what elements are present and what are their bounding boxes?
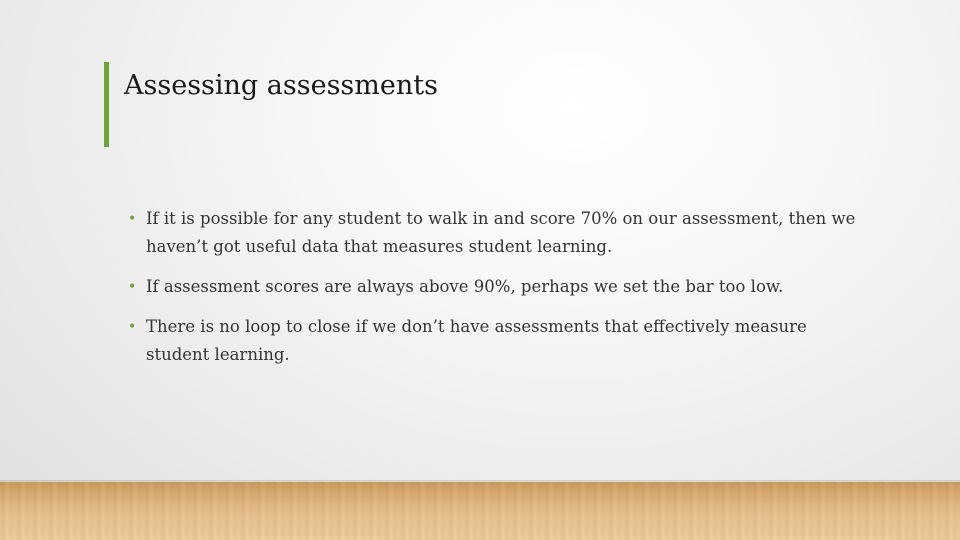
title-accent-bar [104,62,109,147]
bullet-icon: • [128,319,137,335]
bullet-icon: • [128,279,137,295]
bullet-icon: • [128,211,137,227]
bullet-list [128,205,868,381]
bullet-text: If it is possible for any student to walk in and score 70% on our assessment, then we haven’t got useful data that measures student learning. [146,209,856,256]
bullet-item [128,313,868,369]
bullet-text: If assessment scores are always above 90%, perhaps we set the bar too low. [146,277,784,296]
bullet-text: There is no loop to close if we don’t have assessments that effectively measure student learning. [146,317,807,364]
bullet-item [128,205,868,261]
slide-title: Assessing assessments [124,70,438,101]
bullet-item [128,273,868,301]
wood-floor-decoration [0,482,960,540]
